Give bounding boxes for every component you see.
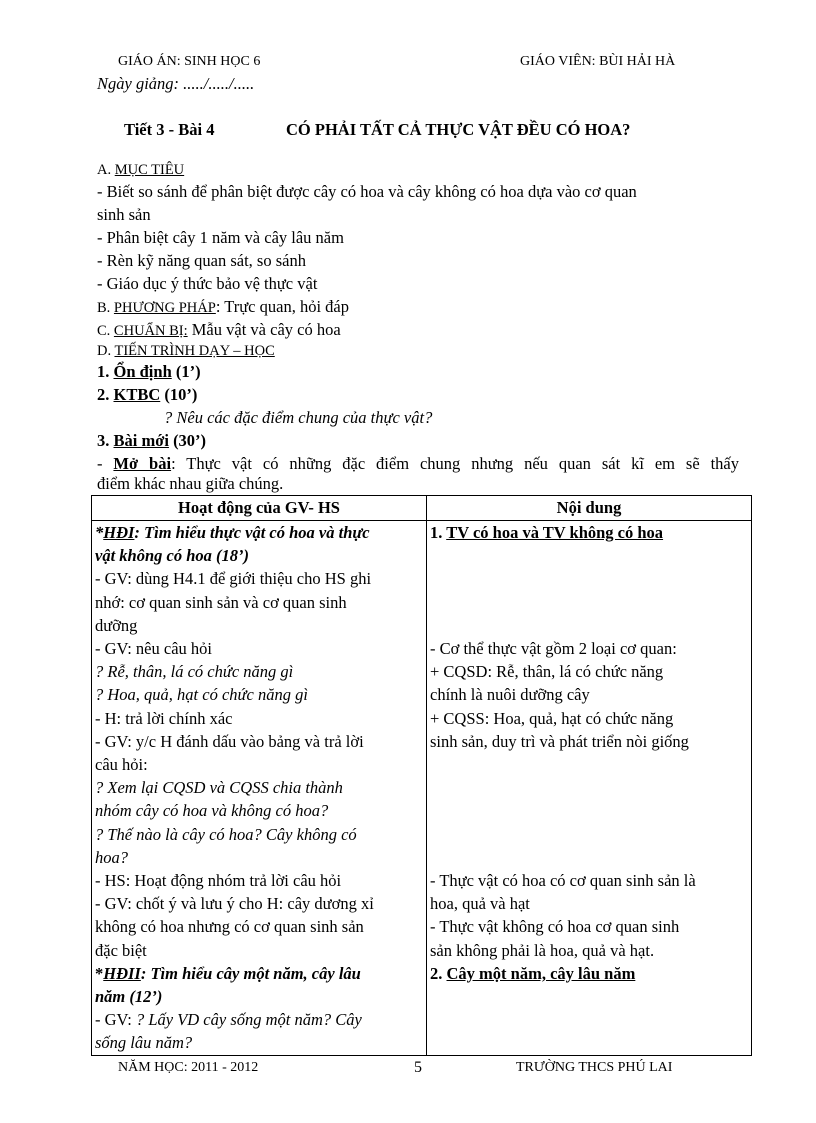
step-1: 1. Ổn định (1’): [97, 362, 201, 381]
content-line: - Cơ thể thực vật gồm 2 loại cơ quan:: [430, 639, 677, 659]
activity-question: ? Thế nào là cây có hoa? Cây không có: [95, 824, 357, 844]
objective-line: - Giáo dục ý thức bảo vệ thực vật: [97, 274, 318, 293]
column-header-activities: Hoạt động của GV- HS: [92, 496, 427, 521]
activity-line: - GV: nêu câu hỏi: [95, 639, 212, 659]
content-line: hoa, quả và hạt: [430, 894, 530, 914]
activity-line: - HS: Hoạt động nhóm trả lời câu hỏi: [95, 871, 342, 891]
activity-2-title: *HĐII: Tìm hiểu cây một năm, cây lâu: [95, 963, 361, 983]
activity-question: nhóm cây có hoa và không có hoa?: [95, 801, 329, 821]
activity-question: sống lâu năm?: [95, 1033, 193, 1053]
content-line: chính là nuôi dưỡng cây: [430, 685, 590, 705]
activity-table: [91, 495, 752, 1056]
lesson-number: Tiết 3 - Bài 4: [124, 120, 215, 139]
activity-question: hoa?: [95, 847, 128, 867]
header-subject: GIÁO ÁN: SINH HỌC 6: [118, 54, 261, 69]
intro-paragraph: - Mở bài: Thực vật có những đặc điểm chung nhưng nếu quan sát kĩ em sẽ thấy: [97, 454, 739, 473]
header-teacher: GIÁO VIÊN: BÙI HẢI HÀ: [520, 54, 676, 69]
content-line: - Thực vật có hoa có cơ quan sinh sản là: [430, 871, 696, 891]
footer-school: TRƯỜNG THCS PHÚ LAI: [516, 1060, 673, 1075]
activity-line: - GV: chốt ý và lưu ý cho H: cây dương xỉ: [95, 894, 374, 914]
activity-1-title-cont: vật không có hoa (18’): [95, 546, 249, 566]
footer-school-year: NĂM HỌC: 2011 - 2012: [118, 1060, 259, 1075]
section-d-heading: D. TIẾN TRÌNH DẠY – HỌC: [97, 343, 275, 359]
step-2: 2. KTBC (10’): [97, 385, 198, 404]
content-line: + CQSS: Hoa, quả, hạt có chức năng: [430, 708, 674, 728]
content-line: - Thực vật không có hoa cơ quan sinh: [430, 917, 680, 937]
section-a-heading: A. MỤC TIÊU: [97, 162, 185, 178]
activity-question: ? Rễ, thân, lá có chức năng gì: [95, 662, 294, 682]
content-cell: [427, 521, 752, 1056]
activity-line: đặc biệt: [95, 940, 147, 960]
activity-line: - GV: dùng H4.1 để giới thiệu cho HS ghi: [95, 569, 372, 589]
activity-1-title: *HĐI: Tìm hiểu thực vật có hoa và thực: [95, 523, 370, 542]
content-line: sinh sản, duy trì và phát triển nòi giống: [430, 731, 689, 751]
activity-line: câu hỏi:: [95, 755, 148, 775]
section-c-preparation: C. CHUẨN BỊ: Mẫu vật và cây có hoa: [97, 320, 341, 339]
content-heading-2: 2. Cây một năm, cây lâu năm: [430, 963, 636, 983]
objective-line: - Phân biệt cây 1 năm và cây lâu năm: [97, 228, 344, 247]
page-number: 5: [414, 1059, 422, 1076]
activity-2-title-cont: năm (12’): [95, 987, 163, 1007]
content-line: sản không phải là hoa, quả và hạt.: [430, 940, 655, 960]
activity-line: - H: trả lời chính xác: [95, 708, 233, 728]
content-line: + CQSD: Rễ, thân, lá có chức năng: [430, 662, 664, 682]
activity-line: - GV: ? Lấy VD cây sống một năm? Cây: [95, 1010, 362, 1030]
activity-line: dưỡng: [95, 615, 138, 635]
lesson-title: CÓ PHẢI TẤT CẢ THỰC VẬT ĐỀU CÓ HOA?: [286, 120, 631, 139]
activities-cell: [92, 521, 427, 1056]
teaching-date: Ngày giảng: ...../...../.....: [97, 74, 255, 93]
review-question: ? Nêu các đặc điểm chung của thực vật?: [164, 408, 433, 427]
activity-line: không có hoa nhưng có cơ quan sinh sản: [95, 917, 364, 937]
intro-paragraph-cont: điểm khác nhau giữa chúng.: [97, 474, 284, 493]
step-3: 3. Bài mới (30’): [97, 431, 207, 450]
activity-question: ? Hoa, quả, hạt có chức năng gì: [95, 685, 308, 705]
objective-line: - Rèn kỹ năng quan sát, so sánh: [97, 251, 306, 270]
activity-line: nhớ: cơ quan sinh sản và cơ quan sinh: [95, 592, 347, 612]
objective-line: - Biết so sánh để phân biệt được cây có hoa và cây không có hoa dựa vào cơ quan: [97, 182, 637, 201]
objective-line: sinh sản: [97, 205, 151, 224]
activity-line: - GV: y/c H đánh dấu vào bảng và trả lời: [95, 731, 364, 751]
content-heading-1: 1. TV có hoa và TV không có hoa: [430, 523, 664, 542]
activity-question: ? Xem lại CQSD và CQSS chia thành: [95, 778, 343, 798]
section-b-methods: B. PHƯƠNG PHÁP: Trực quan, hỏi đáp: [97, 297, 349, 316]
column-header-content: Nội dung: [427, 496, 752, 521]
